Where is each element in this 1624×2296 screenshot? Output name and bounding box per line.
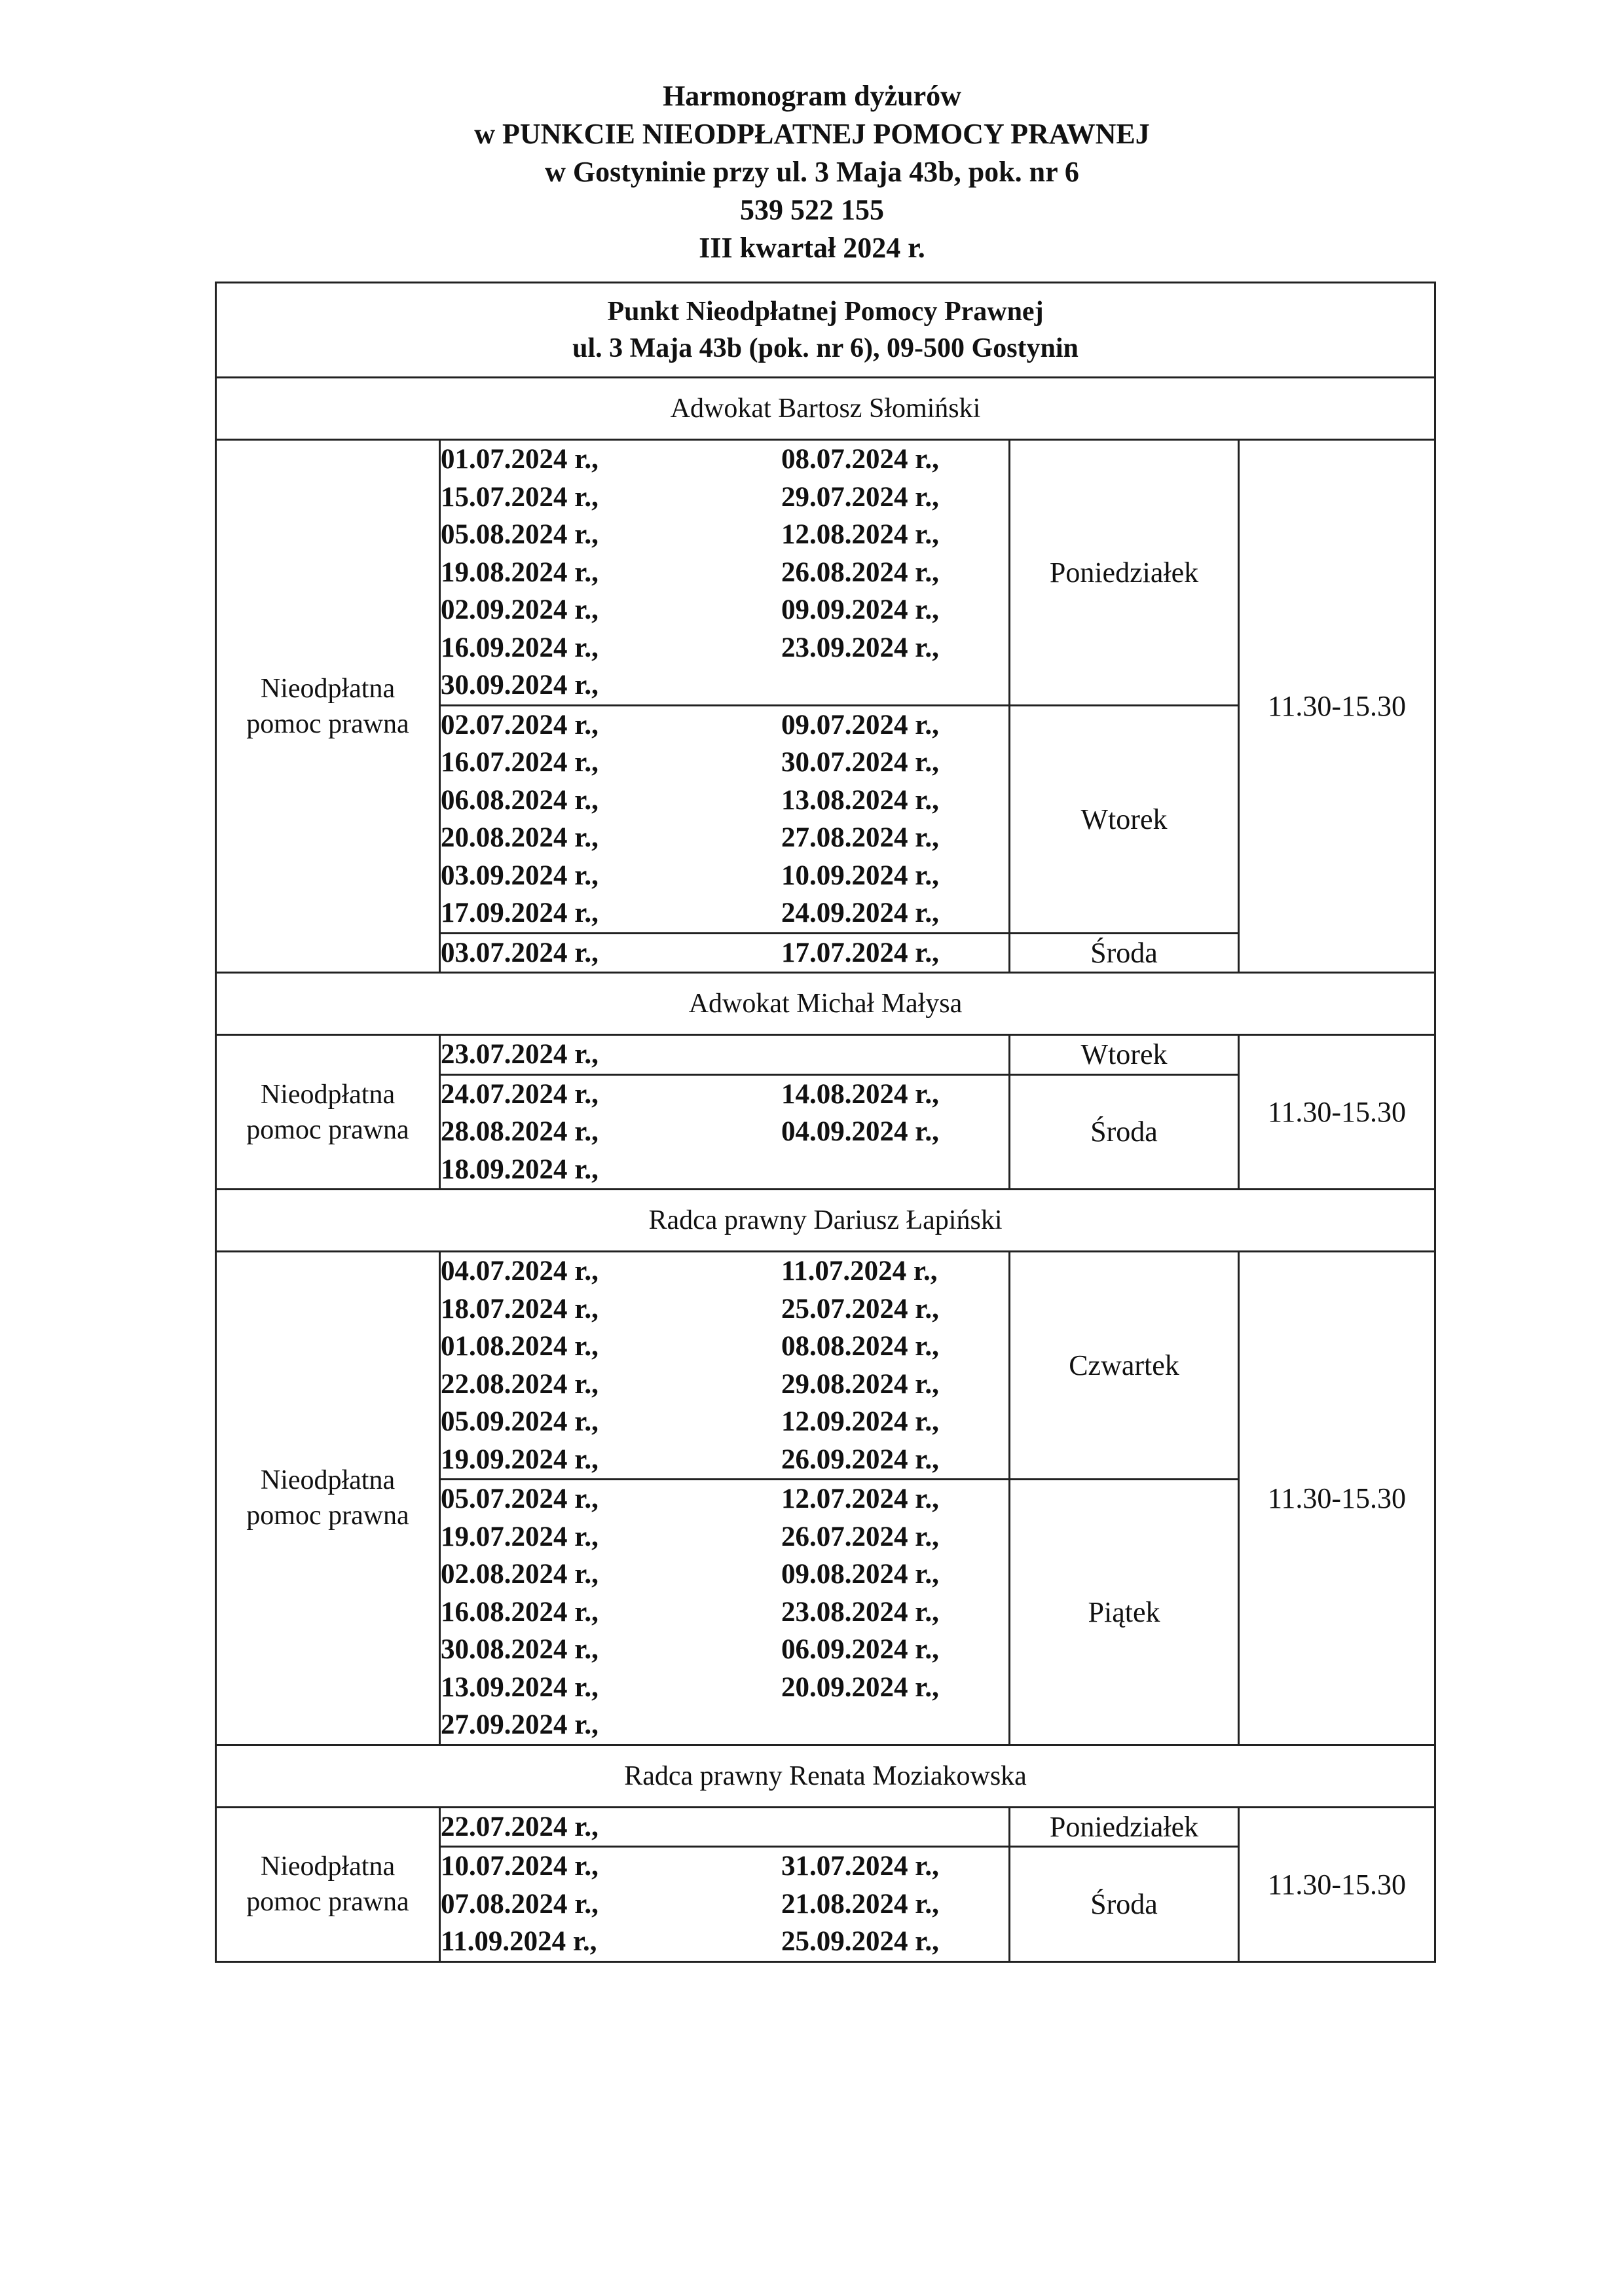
lawyer-name: Radca prawny Renata Moziakowska <box>216 1745 1435 1807</box>
slot-row <box>216 1252 1435 1480</box>
lawyer-name: Adwokat Michał Małysa <box>216 973 1435 1035</box>
date-entry: 14.08.2024 r., <box>781 1078 939 1110</box>
service-line: pomoc prawna <box>246 1114 409 1145</box>
date-entry: 20.08.2024 r., <box>441 822 599 853</box>
date-entry: 27.08.2024 r., <box>781 822 939 853</box>
dates-cell <box>440 1252 1010 1480</box>
date-entry: 11.09.2024 r., <box>441 1926 597 1957</box>
date-entry: 13.09.2024 r., <box>441 1671 599 1703</box>
date-entry: 25.07.2024 r., <box>781 1293 939 1324</box>
date-entry: 23.08.2024 r., <box>781 1596 939 1628</box>
lawyer-name: Radca prawny Dariusz Łapiński <box>216 1190 1435 1252</box>
dates-cell <box>440 440 1010 706</box>
date-entry: 12.09.2024 r., <box>781 1406 939 1437</box>
dates-grid <box>441 1076 1008 1189</box>
service-line: Nieodpłatna <box>260 1465 396 1496</box>
weekday-cell: Środa <box>1010 1847 1239 1962</box>
service-type-cell <box>216 440 440 973</box>
date-entry: 04.07.2024 r., <box>441 1256 599 1286</box>
office-name: Punkt Nieodpłatnej Pomocy Prawnej <box>607 297 1044 327</box>
date-entry: 10.07.2024 r., <box>441 1851 599 1882</box>
header-subtitle: w PUNKCIE NIEODPŁATNEJ POMOCY PRAWNEJ <box>474 118 1150 150</box>
date-entry: 26.07.2024 r., <box>781 1521 939 1552</box>
date-entry: 17.07.2024 r., <box>781 937 939 968</box>
date-entry: 06.08.2024 r., <box>441 784 599 816</box>
date-entry: 12.07.2024 r., <box>781 1484 939 1514</box>
date-entry: 08.07.2024 r., <box>781 444 939 475</box>
header-title: Harmonogram dyżurów <box>663 80 961 112</box>
dates-cell <box>440 705 1010 933</box>
hours-cell: 11.30-15.30 <box>1239 1807 1435 1961</box>
office-row <box>216 283 1435 378</box>
date-entry: 01.07.2024 r., <box>441 444 599 475</box>
date-entry: 11.07.2024 r., <box>781 1256 938 1286</box>
date-entry: 27.09.2024 r., <box>441 1709 599 1740</box>
slot-row <box>216 1807 1435 1847</box>
date-entry: 29.08.2024 r., <box>781 1368 939 1400</box>
date-entry: 17.09.2024 r., <box>441 898 599 928</box>
weekday-cell: Piątek <box>1010 1480 1239 1745</box>
date-entry: 30.09.2024 r., <box>441 670 599 701</box>
service-line: Nieodpłatna <box>260 1079 396 1110</box>
service-line: pomoc prawna <box>246 708 409 739</box>
date-entry: 24.07.2024 r., <box>441 1078 599 1110</box>
date-entry: 06.09.2024 r., <box>781 1634 939 1665</box>
date-entry: 02.07.2024 r., <box>441 709 599 740</box>
dates-grid <box>441 1808 1008 1846</box>
date-entry: 19.08.2024 r., <box>441 556 599 588</box>
weekday-cell: Poniedziałek <box>1010 1807 1239 1847</box>
lawyer-row <box>216 1190 1435 1252</box>
dates-grid <box>441 1036 1008 1074</box>
date-entry: 29.07.2024 r., <box>781 481 939 513</box>
slot-row <box>216 1035 1435 1075</box>
weekday-cell: Wtorek <box>1010 1035 1239 1075</box>
date-entry: 23.07.2024 r., <box>441 1039 599 1070</box>
weekday-cell: Środa <box>1010 933 1239 973</box>
service-type-cell <box>216 1035 440 1190</box>
weekday-cell: Czwartek <box>1010 1252 1239 1480</box>
date-entry: 10.09.2024 r., <box>781 860 939 891</box>
dates-grid <box>441 706 1008 932</box>
date-entry: 12.08.2024 r., <box>781 519 939 550</box>
date-entry: 09.08.2024 r., <box>781 1559 939 1590</box>
date-entry: 03.07.2024 r., <box>441 937 599 968</box>
schedule-table <box>215 282 1436 1963</box>
date-entry: 03.09.2024 r., <box>441 860 599 891</box>
dates-cell <box>440 1480 1010 1745</box>
weekday-cell: Wtorek <box>1010 705 1239 933</box>
date-entry: 16.07.2024 r., <box>441 747 599 778</box>
date-entry: 20.09.2024 r., <box>781 1671 939 1703</box>
date-entry: 22.08.2024 r., <box>441 1368 599 1400</box>
hours-cell: 11.30-15.30 <box>1239 440 1435 973</box>
dates-grid <box>441 1480 1008 1744</box>
date-entry: 30.08.2024 r., <box>441 1634 599 1665</box>
header-address: w Gostyninie przy ul. 3 Maja 43b, pok. nr 6 <box>545 156 1079 188</box>
date-entry: 16.08.2024 r., <box>441 1596 599 1628</box>
date-entry: 02.08.2024 r., <box>441 1559 599 1590</box>
service-type-cell <box>216 1807 440 1961</box>
date-entry: 26.09.2024 r., <box>781 1444 939 1475</box>
service-line: pomoc prawna <box>246 1501 409 1531</box>
weekday-cell: Poniedziałek <box>1010 440 1239 706</box>
header-quarter: III kwartał 2024 r. <box>699 232 925 264</box>
dates-cell <box>440 933 1010 973</box>
dates-grid <box>441 934 1008 972</box>
date-entry: 05.09.2024 r., <box>441 1406 599 1437</box>
lawyer-row <box>216 1745 1435 1807</box>
dates-cell <box>440 1035 1010 1075</box>
date-entry: 15.07.2024 r., <box>441 481 599 513</box>
date-entry: 01.08.2024 r., <box>441 1331 599 1362</box>
date-entry: 18.09.2024 r., <box>441 1154 599 1185</box>
service-line: pomoc prawna <box>246 1887 409 1917</box>
date-entry: 25.09.2024 r., <box>781 1926 939 1957</box>
date-entry: 30.07.2024 r., <box>781 747 939 778</box>
hours-cell: 11.30-15.30 <box>1239 1035 1435 1190</box>
hours-cell: 11.30-15.30 <box>1239 1252 1435 1745</box>
date-entry: 16.09.2024 r., <box>441 632 599 663</box>
date-entry: 13.08.2024 r., <box>781 784 939 816</box>
date-entry: 18.07.2024 r., <box>441 1293 599 1324</box>
date-entry: 09.09.2024 r., <box>781 594 939 625</box>
date-entry: 05.07.2024 r., <box>441 1484 599 1514</box>
service-line: Nieodpłatna <box>260 1851 396 1882</box>
date-entry: 08.08.2024 r., <box>781 1331 939 1362</box>
service-line: Nieodpłatna <box>260 673 396 704</box>
date-entry: 22.07.2024 r., <box>441 1811 599 1842</box>
dates-grid <box>441 1252 1008 1478</box>
weekday-cell: Środa <box>1010 1074 1239 1190</box>
dates-cell <box>440 1847 1010 1962</box>
date-entry: 31.07.2024 r., <box>781 1851 939 1882</box>
dates-cell <box>440 1074 1010 1190</box>
lawyer-row <box>216 378 1435 440</box>
dates-cell <box>440 1807 1010 1847</box>
office-address: ul. 3 Maja 43b (pok. nr 6), 09-500 Gostynin <box>572 333 1079 363</box>
date-entry: 07.08.2024 r., <box>441 1888 599 1920</box>
date-entry: 19.07.2024 r., <box>441 1521 599 1552</box>
date-entry: 24.09.2024 r., <box>781 898 939 928</box>
slot-row <box>216 440 1435 706</box>
date-entry: 21.08.2024 r., <box>781 1888 939 1920</box>
service-type-cell <box>216 1252 440 1745</box>
dates-grid <box>441 441 1008 704</box>
header-phone: 539 522 155 <box>740 194 884 226</box>
date-entry: 28.08.2024 r., <box>441 1116 599 1147</box>
date-entry: 19.09.2024 r., <box>441 1444 599 1475</box>
document-header <box>0 77 1624 267</box>
lawyer-row <box>216 973 1435 1035</box>
date-entry: 26.08.2024 r., <box>781 556 939 588</box>
date-entry: 23.09.2024 r., <box>781 632 939 663</box>
office-cell <box>216 283 1435 378</box>
lawyer-name: Adwokat Bartosz Słomiński <box>216 378 1435 440</box>
dates-grid <box>441 1848 1008 1961</box>
date-entry: 09.07.2024 r., <box>781 709 939 740</box>
date-entry: 02.09.2024 r., <box>441 594 599 625</box>
date-entry: 05.08.2024 r., <box>441 519 599 550</box>
date-entry: 04.09.2024 r., <box>781 1116 939 1147</box>
